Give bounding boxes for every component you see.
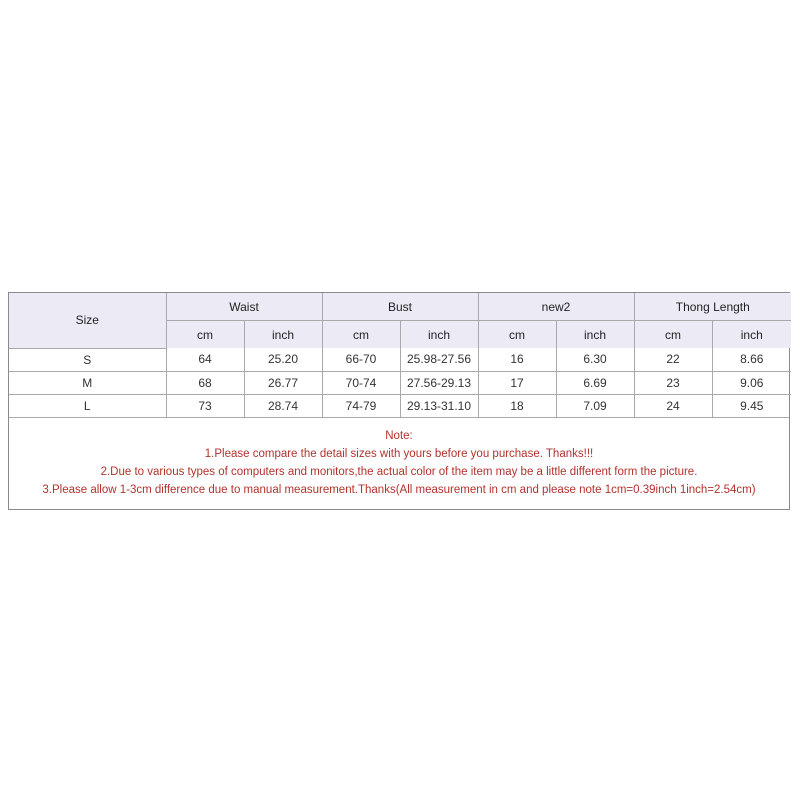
table-cell: 25.20 [244, 348, 322, 371]
table-cell: 73 [166, 394, 244, 417]
unit-header: cm [166, 321, 244, 349]
table-cell: 7.09 [556, 394, 634, 417]
header-group-row [9, 293, 791, 321]
table-cell: 27.56-29.13 [400, 371, 478, 394]
table-cell: 6.30 [556, 348, 634, 371]
table-cell: 22 [634, 348, 712, 371]
table-cell: 28.74 [244, 394, 322, 417]
unit-header: cm [634, 321, 712, 349]
unit-header: cm [322, 321, 400, 349]
size-cell: S [9, 348, 166, 371]
table-cell: 9.45 [712, 394, 791, 417]
table-cell: 74-79 [322, 394, 400, 417]
table-cell: 26.77 [244, 371, 322, 394]
note-line: 2.Due to various types of computers and monitors,the actual color of the item may be a little different form the picture. [100, 466, 698, 478]
table-cell: 25.98-27.56 [400, 348, 478, 371]
group-header-thong-length: Thong Length [634, 293, 791, 321]
table-cell: 23 [634, 371, 712, 394]
table-cell: 18 [478, 394, 556, 417]
table-cell: 70-74 [322, 371, 400, 394]
table-cell: 64 [166, 348, 244, 371]
table-cell: 66-70 [322, 348, 400, 371]
size-cell: M [9, 371, 166, 394]
unit-header: inch [400, 321, 478, 349]
table-cell: 29.13-31.10 [400, 394, 478, 417]
note-line: 1.Please compare the detail sizes with yours before you purchase. Thanks!!! [204, 448, 594, 460]
table-cell: 9.06 [712, 371, 791, 394]
table-row [9, 394, 791, 417]
size-chart [8, 292, 790, 510]
note-title: Note: [385, 430, 413, 442]
table-cell: 16 [478, 348, 556, 371]
size-table [9, 293, 791, 417]
size-header: Size [9, 293, 166, 348]
unit-header: cm [478, 321, 556, 349]
size-cell: L [9, 394, 166, 417]
table-row [9, 371, 791, 394]
table-cell: 24 [634, 394, 712, 417]
group-header-bust: Bust [322, 293, 478, 321]
unit-header: inch [712, 321, 791, 349]
group-header-waist: Waist [166, 293, 322, 321]
note-section [9, 417, 789, 509]
group-header-new2: new2 [478, 293, 634, 321]
unit-header: inch [244, 321, 322, 349]
unit-header: inch [556, 321, 634, 349]
table-row [9, 348, 791, 371]
table-cell: 68 [166, 371, 244, 394]
note-line: 3.Please allow 1-3cm difference due to manual measurement.Thanks(All measurement in cm and please note 1cm=0.39inch 1inch=2.54cm) [42, 484, 756, 496]
table-cell: 17 [478, 371, 556, 394]
table-cell: 6.69 [556, 371, 634, 394]
table-cell: 8.66 [712, 348, 791, 371]
